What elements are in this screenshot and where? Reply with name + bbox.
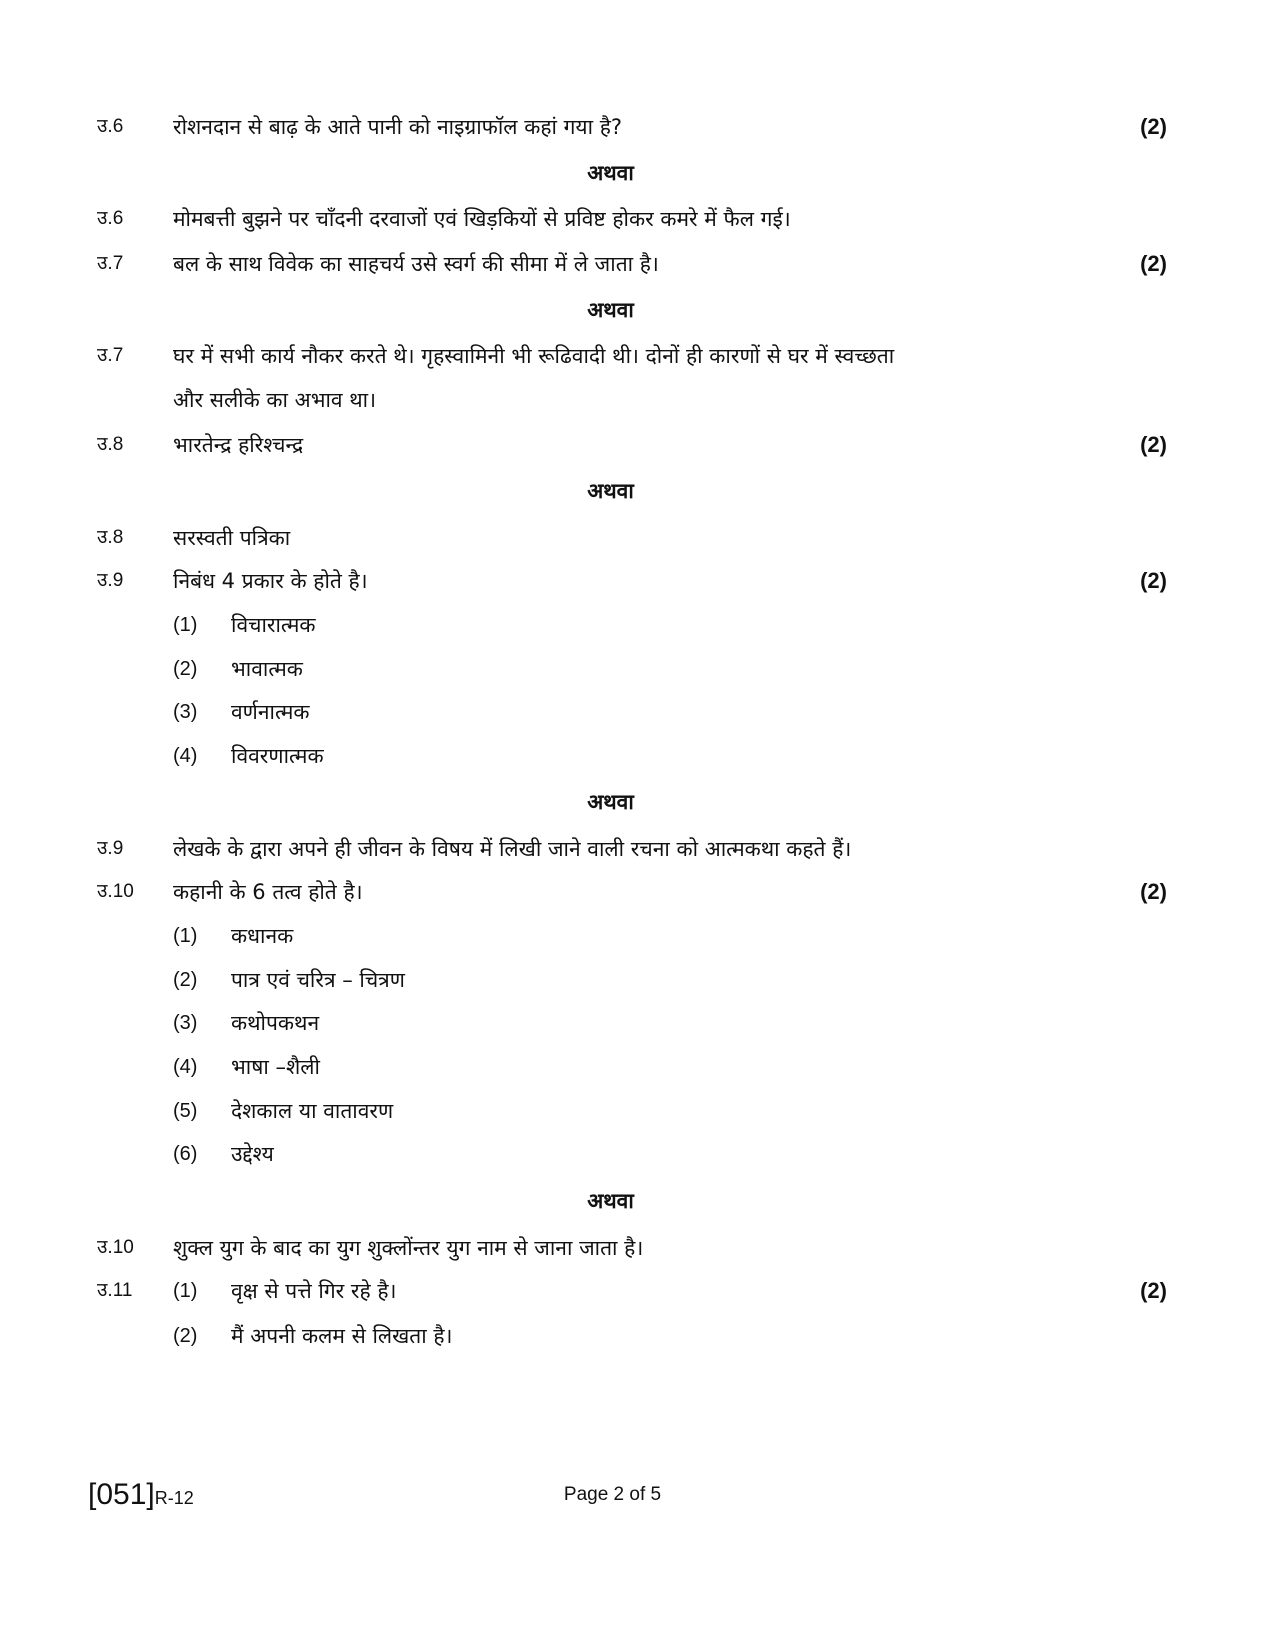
marks-label: (2) [1140, 879, 1167, 904]
sub-item-number: (2) [173, 658, 198, 680]
or-separator: अथवा [587, 161, 634, 185]
answer-number: उ.8 [97, 527, 124, 548]
answer-number: उ.9 [97, 838, 124, 859]
sub-list-item [97, 921, 1167, 951]
answer-row [97, 112, 1167, 142]
sub-list-item [97, 1139, 1167, 1169]
sub-item-text: पात्र एवं चरित्र – चित्रण [231, 968, 405, 992]
sub-item-number: (2) [173, 969, 198, 991]
paper-series: R-12 [154, 1488, 194, 1508]
marks-label: (2) [1140, 114, 1167, 139]
sub-item-number: (3) [173, 701, 198, 723]
sub-item-number: (5) [173, 1100, 198, 1122]
answer-text: मोमबत्ती बुझने पर चाँदनी दरवाजों एवं खिड़कियों से प्रविष्ट होकर कमरे में फैल गई। [173, 207, 791, 231]
marks-label: (2) [1140, 251, 1167, 276]
answer-text: घर में सभी कार्य नौकर करते थे। गृहस्वामिनी भी रूढिवादी थी। दोनों ही कारणों से घर में स्वच्छता [173, 344, 895, 368]
marks-label: (2) [1140, 568, 1167, 593]
answer-text: रोशनदान से बाढ़ के आते पानी को नाइग्राफॉल कहां गया है? [173, 115, 623, 139]
answer-row [97, 430, 1167, 460]
sub-item-text: वृक्ष से पत्ते गिर रहे है। [231, 1279, 397, 1303]
answer-number: उ.6 [97, 116, 124, 137]
answer-row [97, 1233, 1167, 1263]
answer-row [97, 204, 1167, 234]
sub-list-item [97, 741, 1167, 771]
answer-text: शुक्ल युग के बाद का युग शुक्लोंन्तर युग नाम से जाना जाता है। [173, 1236, 644, 1260]
marks-label: (2) [1140, 1278, 1167, 1303]
answer-row [97, 877, 1167, 907]
answer-continuation-text: और सलीके का अभाव था। [173, 388, 377, 412]
sub-item-text: वर्णनात्मक [231, 700, 310, 724]
answer-text: लेखके के द्वारा अपने ही जीवन के विषय में लिखी जाने वाली रचना को आत्मकथा कहते हैं। [173, 837, 852, 861]
answer-number: उ.8 [97, 434, 124, 455]
sub-item-text: भावात्मक [231, 657, 303, 681]
answer-number: उ.7 [97, 253, 124, 274]
or-separator: अथवा [587, 1189, 634, 1213]
sub-item-text: मैं अपनी कलम से लिखता है। [231, 1324, 453, 1348]
or-separator: अथवा [587, 298, 634, 322]
sub-list-item [97, 1008, 1167, 1038]
sub-item-text: विचारात्मक [231, 613, 316, 637]
sub-list-item [97, 610, 1167, 640]
sub-item-text: भाषा –शैली [231, 1055, 320, 1079]
sub-item-number: (1) [173, 614, 198, 636]
answer-text: बल के साथ विवेक का साहचर्य उसे स्वर्ग की सीमा में ले जाता है। [173, 252, 659, 276]
answer-number: उ.10 [97, 1237, 134, 1258]
sub-item-text: कथोपकथन [231, 1011, 320, 1035]
marks-label: (2) [1140, 432, 1167, 457]
answer-row [97, 341, 1167, 371]
sub-item-number: (3) [173, 1012, 198, 1034]
sub-list-item [97, 654, 1167, 684]
answer-number: उ.9 [97, 570, 124, 591]
answer-continuation-row [97, 385, 1167, 415]
sub-item-text: विवरणात्मक [231, 744, 324, 768]
sub-item-text: देशकाल या वातावरण [231, 1099, 394, 1123]
answer-text: भारतेन्द्र हरिश्चन्द्र [173, 433, 304, 457]
sub-list-item [97, 1096, 1167, 1126]
answer-number: उ.11 [97, 1280, 133, 1301]
page-number: Page 2 of 5 [563, 1484, 662, 1505]
sub-item-number: (4) [173, 745, 198, 767]
answer-text: निबंध 4 प्रकार के होते है। [173, 569, 368, 593]
answer-row [97, 249, 1167, 279]
answer-row [97, 834, 1167, 864]
sub-list-item [97, 965, 1167, 995]
paper-code-number: [051] [88, 1478, 155, 1511]
answer-number: उ.7 [97, 345, 124, 366]
sub-list-item [97, 1052, 1167, 1082]
sub-item-number: (1) [173, 925, 198, 947]
answer-row [97, 523, 1167, 553]
answer-text: कहानी के 6 तत्व होते है। [173, 880, 363, 904]
sub-item-number: (1) [173, 1280, 198, 1302]
or-separator: अथवा [587, 479, 634, 503]
answer-number: उ.10 [97, 881, 134, 902]
answer-row [97, 1276, 1167, 1306]
or-separator: अथवा [587, 790, 634, 814]
sub-item-text: कधानक [231, 924, 294, 948]
answer-text: सरस्वती पत्रिका [173, 526, 291, 550]
answer-row [97, 566, 1167, 596]
sub-list-item [97, 1321, 1167, 1351]
sub-item-number: (4) [173, 1056, 198, 1078]
sub-item-number: (2) [173, 1325, 198, 1347]
sub-item-number: (6) [173, 1143, 198, 1165]
sub-list-item [97, 697, 1167, 727]
sub-item-text: उद्देश्य [231, 1142, 274, 1166]
answer-number: उ.6 [97, 208, 124, 229]
